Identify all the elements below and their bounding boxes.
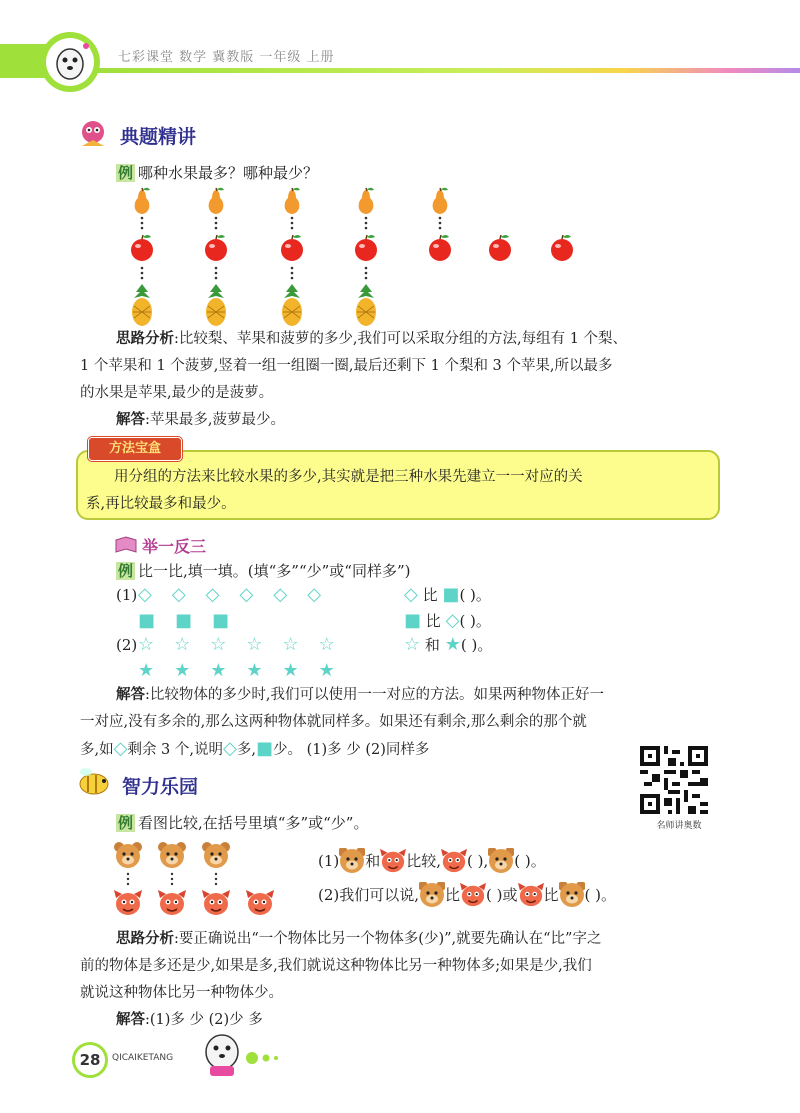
analysis-line: 的水果是苹果,最少的是菠萝。 [80, 385, 274, 401]
example-3-question [116, 810, 368, 836]
method-tag: 方法宝盒 [88, 437, 182, 461]
p1-label: (1) [116, 586, 138, 604]
analysis-line: :比较梨、苹果和菠萝的多少,我们可以采取分组的方法,每组有 1 个梨、 [174, 331, 628, 347]
apple-row [131, 235, 573, 261]
diamond-row: ◇◇◇◇◇◇ [138, 584, 342, 605]
bear-monster-grid [112, 836, 282, 920]
fill-word: 比 [425, 612, 441, 630]
example-2-question [116, 558, 411, 584]
mascot-icon [36, 30, 106, 94]
analysis-label: 思路分析 [116, 931, 174, 947]
fill-word: 和 [424, 636, 440, 654]
example-tag: 例 [118, 562, 134, 580]
question-3-1 [318, 848, 546, 874]
answer-2 [80, 682, 726, 764]
section-title-zhili: 智力乐园 [122, 776, 199, 798]
fill-1b: ■ 比 ◇( )。 [404, 610, 491, 631]
q-text: 和 [365, 852, 381, 870]
analysis-line: 前的物体是多还是少,如果是多,我们就说这种物体比另一种物体多;如果是少,我们 [80, 958, 592, 974]
answer-text: 多, [236, 742, 256, 758]
brand-text: QICAIKETANG [112, 1053, 174, 1063]
section-title-dianti: 典题精讲 [120, 126, 197, 148]
square-row: ■■■ [138, 610, 250, 631]
bear-row [114, 842, 230, 868]
analysis-line: 1 个苹果和 1 个菠萝,竖着一组一组圈一圈,最后还剩下 1 个梨和 3 个苹果,所以最多 [80, 358, 613, 374]
bear-icon [488, 848, 514, 874]
section-bee-icon [74, 766, 112, 796]
answer-blank[interactable]: ( )。 [459, 612, 491, 630]
solid-star-row: ★★★★★★ [138, 660, 355, 681]
answer-text: 少。 (1)多 少 (2)同样多 [272, 742, 430, 758]
monster-row [114, 890, 274, 915]
question-text: 比一比,填一填。(填“多”“少”或“同样多”) [138, 562, 411, 580]
fill-2: ☆ 和 ★( )。 [404, 634, 493, 655]
analysis-label: 思路分析 [116, 331, 174, 347]
hollow-star-row: ☆☆☆☆☆☆ [138, 634, 355, 655]
dots-row-2 [141, 267, 368, 280]
method-text [86, 464, 712, 518]
example-tag: 例 [118, 814, 134, 832]
monster-icon [380, 848, 406, 874]
section-title-juyi: 举一反三 [142, 537, 207, 556]
p2-label: (2) [116, 636, 138, 654]
answer-blank[interactable]: ( )。 [514, 852, 546, 870]
q-text: 比 [543, 886, 559, 904]
answer-blank[interactable]: ( )或 [486, 886, 518, 904]
analysis-1 [80, 326, 726, 434]
answer-blank[interactable]: ( )。 [584, 886, 617, 904]
method-line: 系,再比较最多和最少。 [86, 496, 236, 512]
fruit-grid [120, 186, 590, 328]
answer-text: 多,如 [80, 742, 114, 758]
answer-text: :(1)多 少 (2)少 多 [145, 1012, 263, 1028]
fill-word: 比 [422, 586, 438, 604]
example-1-question [116, 160, 318, 186]
question-text: 看图比较,在括号里填“多”或“少”。 [138, 814, 369, 832]
bear-icon [559, 882, 585, 908]
q-text: (2)我们可以说, [318, 886, 420, 904]
answer-text: 剩余 3 个,说明 [127, 742, 224, 758]
answer-label: 解答 [116, 412, 145, 428]
fill-1a: ◇ 比 ■( )。 [404, 584, 491, 605]
dots-row-bear [127, 873, 217, 885]
monster-icon [441, 848, 467, 874]
pear-row [135, 188, 448, 214]
answer-blank[interactable]: ( )。 [459, 586, 491, 604]
qr-caption: 名师讲奥数 [656, 821, 702, 831]
footer-mascot-icon [196, 1030, 296, 1080]
question-text: 哪种水果最多？哪种最少？ [138, 164, 319, 182]
dots-row-1 [141, 217, 442, 230]
header-title: 七彩课堂 数学 冀教版 一年级 上册 [118, 50, 335, 65]
bear-icon [339, 848, 365, 874]
example-tag: 例 [118, 164, 134, 182]
answer-label: 解答 [116, 1012, 145, 1028]
answer-blank[interactable]: ( ), [467, 852, 489, 870]
answer-line: 一对应,没有多余的,那么这两种物体就同样多。如果还有剩余,那么剩余的那个就 [80, 714, 587, 730]
analysis-line: 就说这种物体比另一种物体少。 [80, 985, 283, 1001]
answer-text: :苹果最多,菠萝最少。 [145, 412, 285, 428]
section-bug-icon [76, 118, 110, 148]
monster-icon [518, 882, 544, 908]
method-line: 用分组的方法来比较水果的多少,其实就是把三种水果先建立一一对应的关 [114, 469, 583, 485]
answer-line: :比较物体的多少时,我们可以使用一一对应的方法。如果两种物体正好一 [145, 687, 604, 703]
answer-line-3: 多,如◇剩余 3 个,说明◇多,■少。 (1)多 少 (2)同样多 [80, 738, 430, 759]
qr-code-icon[interactable] [640, 746, 708, 814]
analysis-line: :要正确说出“一个物体比另一个物体多(少)”,就要先确认在“比”字之 [174, 931, 602, 947]
analysis-3 [80, 926, 726, 1034]
book-icon [114, 536, 138, 554]
answer-blank[interactable]: ( )。 [460, 636, 493, 654]
monster-icon [460, 882, 486, 908]
q-text: 比较, [406, 852, 442, 870]
answer-label: 解答 [116, 687, 145, 703]
question-3-2 [318, 882, 616, 908]
q-text: 比 [445, 886, 461, 904]
q-text: (1) [318, 852, 340, 870]
bear-icon [419, 882, 445, 908]
page-number: 28 [72, 1042, 108, 1078]
pineapple-row [132, 284, 376, 326]
